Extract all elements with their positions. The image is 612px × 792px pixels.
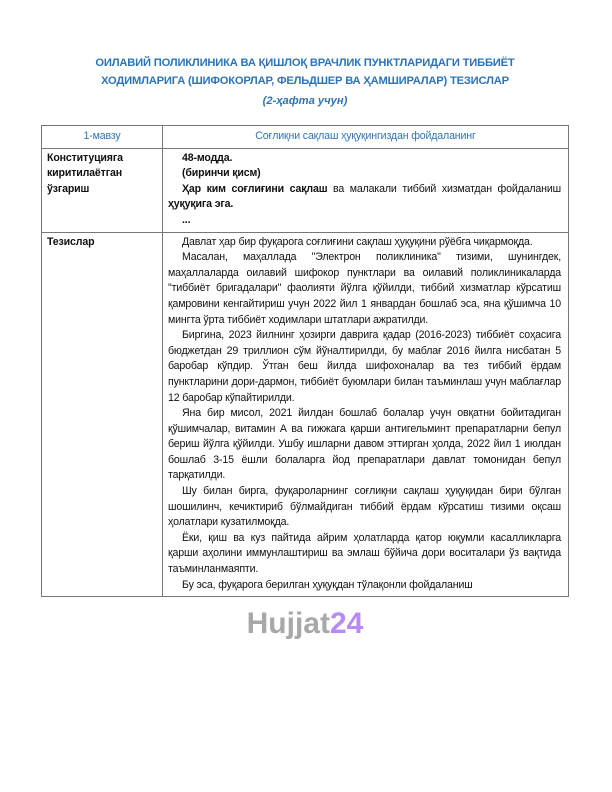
article-text-plain: ва малакали тиббий хизматдан фойдаланиш [327, 182, 561, 195]
row-label: Конституцияга киритилаётган ўзгариш [42, 148, 163, 232]
title-line-2: ХОДИМЛАРИГА (ШИФОКОРЛАР, ФЕЛЬДШЕР ВА ҲАМШИРАЛАР) ТЕЗИСЛАР [101, 75, 509, 87]
ellipsis: ... [182, 213, 191, 226]
article-text-bold-end: ҳуқуқига эга. [168, 198, 234, 211]
topic-label: 1-мавзу [42, 126, 163, 149]
table-row-constitution [42, 148, 569, 232]
document-title [41, 54, 569, 90]
theses-table [41, 125, 569, 597]
document-subtitle: (2-ҳафта учун) [262, 95, 348, 107]
watermark-text: Hujjat [246, 607, 330, 641]
article-text-bold: Ҳар ким соғлиғини сақлаш [182, 182, 328, 195]
article-part: (биринчи қисм) [182, 167, 261, 180]
thesis-paragraph: Ёки, қиш ва куз пайтида айрим ҳолатларда қатор юқумли касалликларга қарши аҳолини иммунлаштириш ва эмлаш бўйича дори воситалари ўз вақтида таъминланмаяпти. [168, 531, 561, 576]
article-number: 48-модда. [182, 151, 233, 164]
thesis-paragraph: Биргина, 2023 йилнинг ҳозирги даврига қадар (2016-2023) тиббиёт соҳасига бюджетдан 29 триллион сўм йўналтирилди, бу маблағ 2016 йилга нисбатан 5 баробар кўпдир. Ўтган беш йилда шифохоналар ва тез тиббий ёрдам пунктларини дори-дармон, тиббиёт буюмлари билан таъминлаш учун маблағлар 12 баробар кўпайтирилди. [168, 329, 561, 404]
theses-cell [163, 232, 569, 597]
topic-title: Соғлиқни сақлаш ҳуқуқингиздан фойдаланинг [163, 126, 569, 149]
article-text [168, 182, 561, 213]
table-header-row [42, 126, 569, 149]
watermark [41, 607, 569, 649]
thesis-paragraph: Бу эса, фуқарога берилган ҳуқуқдан тўлақонли фойдаланиш [182, 578, 473, 591]
title-line-1: ОИЛАВИЙ ПОЛИКЛИНИКА ВА ҚИШЛОҚ ВРАЧЛИК ПУНКТЛАРИДАГИ ТИББИЁТ [95, 57, 515, 69]
table-row-theses [42, 232, 569, 597]
watermark-number: 24 [329, 607, 364, 641]
thesis-paragraph: Масалан, маҳаллада "Электрон поликлиника" тизими, шунингдек, маҳаллаларда оилавий шифокор пунктлари ва оилавий поликлиникаларда "тиббиёт бригадалари" фаолияти йўлга қўйилди, тиббий хизматлар кўрсатиш қамровини кенгайтириш учун 2022 йил 1 январдан бошлаб эса, яна қўшимча 10 мингта ўрта тиббиёт ходимлари штатлари ажратилди. [168, 251, 561, 326]
thesis-paragraph: Шу билан бирга, фуқароларнинг соғлиқни сақлаш ҳуқуқидан бири бўлган шошилинч, кечиктириб бўлмайдиган тиббий ёрдам кўрсатиш тизими оқсаш ҳолатлари кузатилмоқда. [168, 485, 561, 529]
constitution-cell [163, 148, 569, 232]
row-label: Тезислар [42, 232, 163, 597]
thesis-paragraph: Яна бир мисол, 2021 йилдан бошлаб болалар учун овқатни бойитадиган қўшимчалар, витамин А ва гижжага қарши антигельминт препаратларни бепул бериш йўлга қўйилди. Ушбу ишларни давом эттирган ҳолда, 2022 йил 1 июлдан бошлаб 3-15 ёшли болаларга йод препаратлари давлат томонидан бепул тарқатилди. [168, 407, 561, 482]
thesis-paragraph: Давлат ҳар бир фуқарога соғлиғини сақлаш ҳуқуқини рўёбга чиқармоқда. [182, 235, 533, 248]
